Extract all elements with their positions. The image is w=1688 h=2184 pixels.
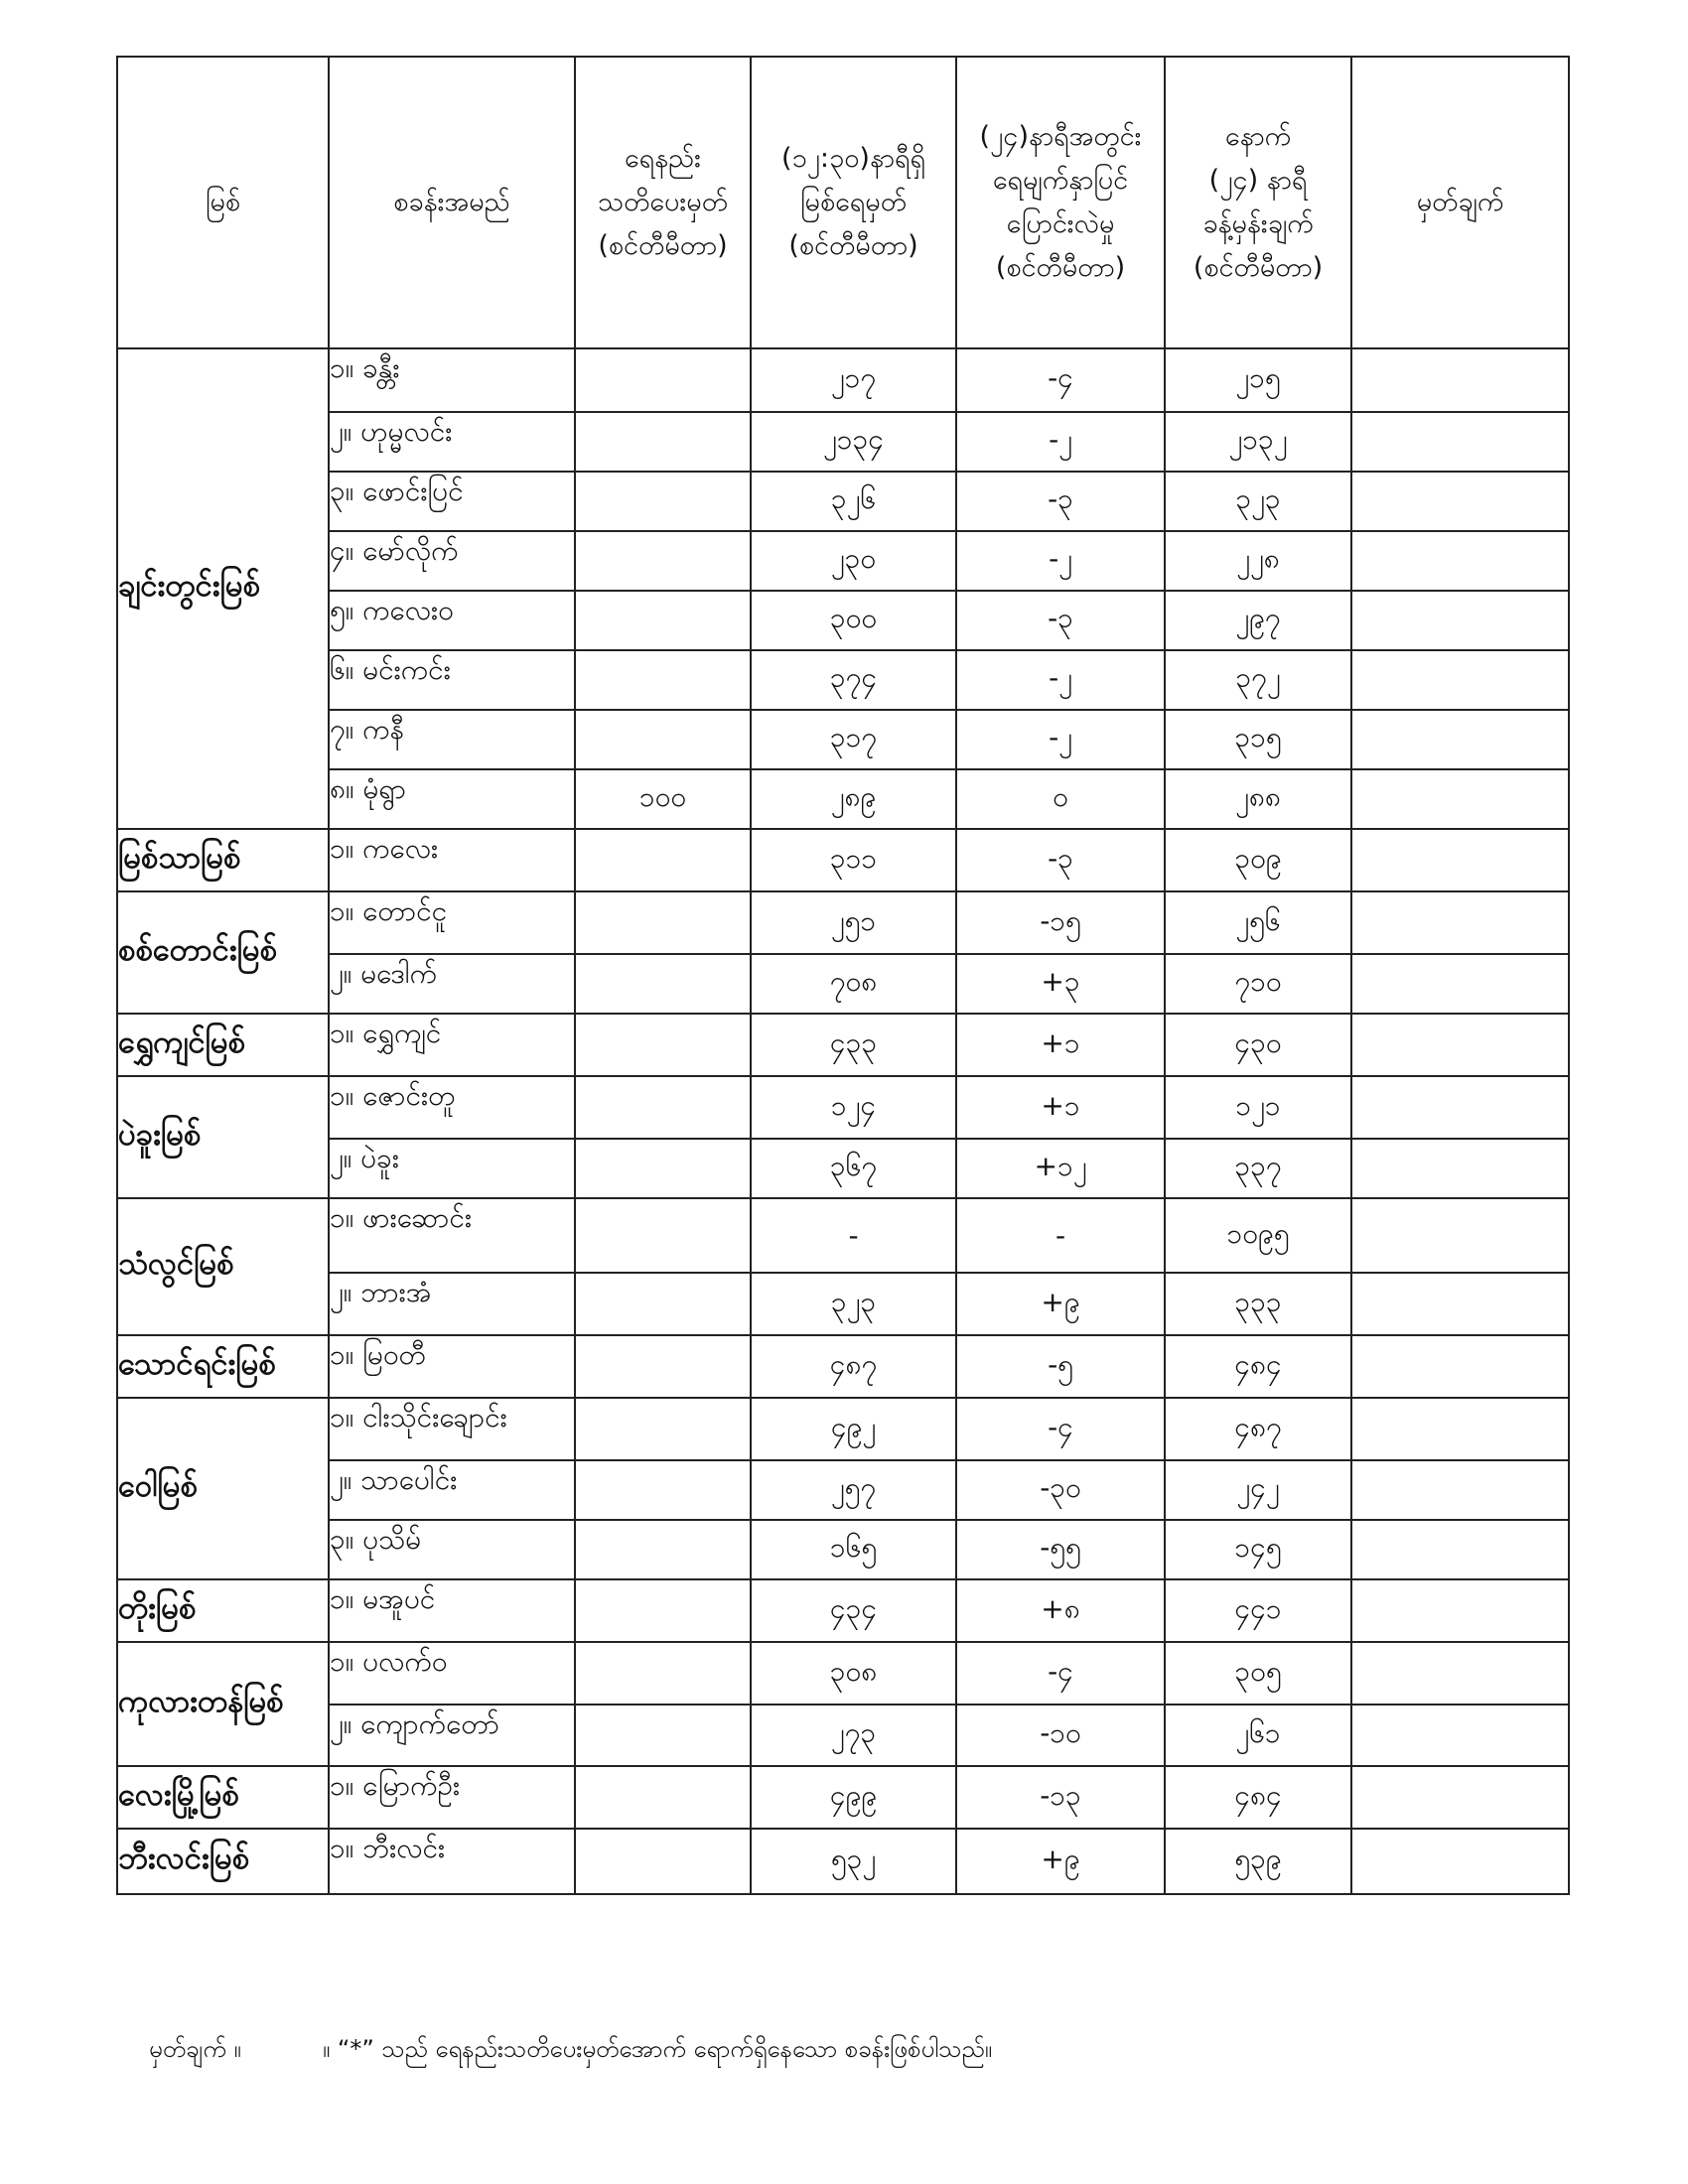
- table-row: [117, 1076, 1569, 1139]
- forecast-value: ၂၆၁: [1165, 1705, 1351, 1766]
- remark-value: [1351, 1273, 1569, 1335]
- level-change-value: -၂: [956, 412, 1165, 472]
- forecast-value: ၃၀၉: [1165, 829, 1351, 891]
- station-name: ၃။ ပုသိမ်: [329, 1520, 575, 1579]
- water-level-value: ၃၁၁: [751, 829, 956, 891]
- river-name: စစ်တောင်းမြစ်: [117, 891, 329, 1014]
- forecast-value: ၄၃၀: [1165, 1014, 1351, 1076]
- low-warning-value: [575, 531, 751, 591]
- level-change-value: -: [956, 1198, 1165, 1273]
- low-warning-value: [575, 829, 751, 891]
- table-row: [117, 650, 1569, 710]
- table-row: [117, 1642, 1569, 1705]
- level-change-value: +၈: [956, 1579, 1165, 1642]
- station-name: ၁။ မြဝတီ: [329, 1335, 575, 1398]
- station-name: ၂။ ကျောက်တော်: [329, 1705, 575, 1766]
- station-name: ၂။ ဘားအံ: [329, 1273, 575, 1335]
- forecast-value: ၅၃၉: [1165, 1829, 1351, 1894]
- level-change-value: +၁: [956, 1076, 1165, 1139]
- station-name: ၁။ ငါးသိုင်းချောင်း: [329, 1398, 575, 1460]
- header-line: (၂၄) နာရီ: [1208, 165, 1308, 196]
- table-row: [117, 1520, 1569, 1579]
- remark-value: [1351, 1460, 1569, 1520]
- station-name: ၁။ ဇောင်းတူ: [329, 1076, 575, 1139]
- station-name: ၃။ ဖောင်းပြင်: [329, 472, 575, 531]
- remark-value: [1351, 1520, 1569, 1579]
- table-row: [117, 1014, 1569, 1076]
- river-name: တိုးမြစ်: [117, 1579, 329, 1642]
- river-name: ကုလားတန်မြစ်: [117, 1642, 329, 1766]
- remark-value: [1351, 1139, 1569, 1198]
- level-change-value: -၂: [956, 531, 1165, 591]
- station-name: ၇။ ကနီ: [329, 710, 575, 769]
- water-level-value: ၄၃၄: [751, 1579, 956, 1642]
- station-name: ၁။ မအူပင်: [329, 1579, 575, 1642]
- header-line: (၁၂:၃၀)နာရီရှိ: [780, 143, 926, 174]
- remark-value: [1351, 829, 1569, 891]
- station-name: ၁။ ဖားဆောင်း: [329, 1198, 575, 1273]
- low-warning-value: [575, 1766, 751, 1829]
- header-water-level: [751, 57, 956, 348]
- station-name: ၁။ မြောက်ဦး: [329, 1766, 575, 1829]
- header-remark: [1351, 57, 1569, 348]
- low-warning-value: [575, 891, 751, 954]
- header-line: မြစ်ရေမှတ်: [799, 187, 908, 217]
- table-row: [117, 829, 1569, 891]
- water-level-value: -: [751, 1198, 956, 1273]
- level-change-value: ၀: [956, 769, 1165, 829]
- level-change-value: -၄: [956, 1642, 1165, 1705]
- level-change-value: -၃: [956, 829, 1165, 891]
- forecast-value: ၃၃၇: [1165, 1139, 1351, 1198]
- remark-value: [1351, 1076, 1569, 1139]
- table-row: [117, 1460, 1569, 1520]
- forecast-value: ၄၄၁: [1165, 1579, 1351, 1642]
- table-row: [117, 1198, 1569, 1273]
- level-change-value: +၁၂: [956, 1139, 1165, 1198]
- level-change-value: -၄: [956, 1398, 1165, 1460]
- station-name: ၅။ ကလေးဝ: [329, 591, 575, 650]
- water-level-value: ၅၃၂: [751, 1829, 956, 1894]
- water-level-value: ၄၈၇: [751, 1335, 956, 1398]
- low-warning-value: [575, 1460, 751, 1520]
- low-warning-value: [575, 1579, 751, 1642]
- station-name: ၁။ ဘီးလင်း: [329, 1829, 575, 1894]
- river-name: သောင်ရင်းမြစ်: [117, 1335, 329, 1398]
- low-warning-value: [575, 412, 751, 472]
- water-level-value: ၄၉၂: [751, 1398, 956, 1460]
- station-name: ၁။ ခန္တီး: [329, 348, 575, 412]
- low-warning-value: [575, 1198, 751, 1273]
- header-line: မြစ်: [205, 187, 241, 217]
- forecast-value: ၂၈၈: [1165, 769, 1351, 829]
- low-warning-value: [575, 1829, 751, 1894]
- water-level-value: ၂၅၇: [751, 1460, 956, 1520]
- remark-value: [1351, 591, 1569, 650]
- forecast-value: ၂၂၈: [1165, 531, 1351, 591]
- low-warning-value: [575, 1642, 751, 1705]
- table-row: [117, 348, 1569, 412]
- remark-value: [1351, 1642, 1569, 1705]
- station-name: ၁။ ကလေး: [329, 829, 575, 891]
- header-line: စခန်းအမည်: [393, 187, 510, 217]
- low-warning-value: [575, 591, 751, 650]
- forecast-value: ၂၄၂: [1165, 1460, 1351, 1520]
- water-level-value: ၃၂၆: [751, 472, 956, 531]
- station-name: ၁။ တောင်ငူ: [329, 891, 575, 954]
- forecast-value: ၂၉၇: [1165, 591, 1351, 650]
- table-row: [117, 1829, 1569, 1894]
- level-change-value: -၅: [956, 1335, 1165, 1398]
- low-warning-value: [575, 472, 751, 531]
- level-change-value: -၁၃: [956, 1766, 1165, 1829]
- table-row: [117, 412, 1569, 472]
- header-line: (၂၄)နာရီအတွင်း: [979, 121, 1142, 152]
- table-body: [117, 348, 1569, 1894]
- water-level-value: ၇၀၈: [751, 954, 956, 1014]
- forecast-value: ၂၁၅: [1165, 348, 1351, 412]
- remark-value: [1351, 954, 1569, 1014]
- header-line: (စင်တီမီတာ): [598, 230, 728, 261]
- footer-text: ။ “*” သည် ရေနည်းသတိပေးမှတ်အောက် ရောက်ရှိနေသော စခန်းဖြစ်ပါသည်။: [323, 2035, 992, 2063]
- low-warning-value: [575, 710, 751, 769]
- header-line: ပြောင်းလဲမှု: [1006, 208, 1115, 239]
- low-warning-value: [575, 1014, 751, 1076]
- river-name: လေးမြို့မြစ်: [117, 1766, 329, 1829]
- remark-value: [1351, 348, 1569, 412]
- remark-value: [1351, 1014, 1569, 1076]
- table-row: [117, 954, 1569, 1014]
- station-name: ၆။ မင်းကင်း: [329, 650, 575, 710]
- water-level-value: ၂၇၃: [751, 1705, 956, 1766]
- low-warning-value: [575, 1273, 751, 1335]
- remark-value: [1351, 650, 1569, 710]
- table-row: [117, 769, 1569, 829]
- header-line: ရေမျက်နှာပြင်: [992, 165, 1129, 196]
- station-name: ၂။ သာပေါင်း: [329, 1460, 575, 1520]
- remark-value: [1351, 1579, 1569, 1642]
- water-level-value: ၃၀၈: [751, 1642, 956, 1705]
- level-change-value: -၂: [956, 710, 1165, 769]
- level-change-value: -၃: [956, 591, 1165, 650]
- water-level-value: ၂၁၇: [751, 348, 956, 412]
- low-warning-value: [575, 650, 751, 710]
- remark-value: [1351, 1766, 1569, 1829]
- table-row: [117, 1335, 1569, 1398]
- forecast-value: ၄၈၄: [1165, 1766, 1351, 1829]
- forecast-value: ၁၂၁: [1165, 1076, 1351, 1139]
- river-name: ပဲခူးမြစ်: [117, 1076, 329, 1198]
- forecast-value: ၂၁၃၂: [1165, 412, 1351, 472]
- river-name: မြစ်သာမြစ်: [117, 829, 329, 891]
- header-line: မှတ်ချက်: [1416, 187, 1504, 217]
- table-row: [117, 531, 1569, 591]
- level-change-value: -၅၅: [956, 1520, 1165, 1579]
- table-row: [117, 1705, 1569, 1766]
- remark-value: [1351, 472, 1569, 531]
- station-name: ၁။ ရွှေကျင်: [329, 1014, 575, 1076]
- footer-label: မှတ်ချက် ။: [149, 2035, 241, 2063]
- low-warning-value: [575, 348, 751, 412]
- water-level-value: ၁၂၄: [751, 1076, 956, 1139]
- remark-value: [1351, 1398, 1569, 1460]
- water-level-value: ၄၃၃: [751, 1014, 956, 1076]
- forecast-value: ၁၀၉၅: [1165, 1198, 1351, 1273]
- table-row: [117, 891, 1569, 954]
- level-change-value: -၄: [956, 348, 1165, 412]
- low-warning-value: ၁၀၀: [575, 769, 751, 829]
- header-line: ခန့်မှန်းချက်: [1202, 208, 1314, 239]
- forecast-value: ၃၂၃: [1165, 472, 1351, 531]
- water-level-value: ၃၁၇: [751, 710, 956, 769]
- header-line: သတိပေးမှတ်: [597, 187, 729, 217]
- footer-note: [149, 2033, 992, 2069]
- remark-value: [1351, 1705, 1569, 1766]
- header-line: (စင်တီမီတာ): [788, 230, 918, 261]
- header-line: နောက်: [1224, 121, 1292, 152]
- water-level-value: ၃၇၄: [751, 650, 956, 710]
- table-row: [117, 472, 1569, 531]
- forecast-value: ၄၈၄: [1165, 1335, 1351, 1398]
- level-change-value: -၁၅: [956, 891, 1165, 954]
- low-warning-value: [575, 1398, 751, 1460]
- header-row: [117, 57, 1569, 348]
- water-level-value: ၃၀၀: [751, 591, 956, 650]
- header-line: (စင်တီမီတာ): [1193, 252, 1324, 283]
- table-row: [117, 1766, 1569, 1829]
- water-level-value: ၁၆၅: [751, 1520, 956, 1579]
- level-change-value: +၉: [956, 1829, 1165, 1894]
- forecast-value: ၃၀၅: [1165, 1642, 1351, 1705]
- header-next-24h-forecast: [1165, 57, 1351, 348]
- remark-value: [1351, 769, 1569, 829]
- river-name: ချင်းတွင်းမြစ်: [117, 348, 329, 829]
- water-level-value: ၂၈၉: [751, 769, 956, 829]
- forecast-value: ၄၈၇: [1165, 1398, 1351, 1460]
- low-warning-value: [575, 1076, 751, 1139]
- river-name: ရွှေကျင်မြစ်: [117, 1014, 329, 1076]
- table-row: [117, 591, 1569, 650]
- remark-value: [1351, 1829, 1569, 1894]
- river-name: သံလွင်မြစ်: [117, 1198, 329, 1335]
- remark-value: [1351, 710, 1569, 769]
- station-name: ၈။ မုံရွာ: [329, 769, 575, 829]
- low-warning-value: [575, 1520, 751, 1579]
- remark-value: [1351, 412, 1569, 472]
- level-change-value: -၃၀: [956, 1460, 1165, 1520]
- low-warning-value: [575, 1335, 751, 1398]
- river-name: ဘီးလင်းမြစ်: [117, 1829, 329, 1894]
- table-row: [117, 710, 1569, 769]
- header-station: [329, 57, 575, 348]
- water-level-value: ၂၁၃၄: [751, 412, 956, 472]
- level-change-value: +၉: [956, 1273, 1165, 1335]
- remark-value: [1351, 891, 1569, 954]
- river-name: ဝေါမြစ်: [117, 1398, 329, 1579]
- remark-value: [1351, 1335, 1569, 1398]
- header-24h-change: [956, 57, 1165, 348]
- table-row: [117, 1139, 1569, 1198]
- forecast-value: ၇၁၀: [1165, 954, 1351, 1014]
- header-low-warning: [575, 57, 751, 348]
- level-change-value: -၃: [956, 472, 1165, 531]
- header-line: (စင်တီမီတာ): [995, 252, 1126, 283]
- water-level-value: ၃၆၇: [751, 1139, 956, 1198]
- level-change-value: +၁: [956, 1014, 1165, 1076]
- water-level-value: ၄၉၉: [751, 1766, 956, 1829]
- remark-value: [1351, 1198, 1569, 1273]
- station-name: ၁။ ပလက်ဝ: [329, 1642, 575, 1705]
- low-warning-value: [575, 954, 751, 1014]
- water-level-value: ၂၃၀: [751, 531, 956, 591]
- level-change-value: -၂: [956, 650, 1165, 710]
- station-name: ၂။ မဒေါက်: [329, 954, 575, 1014]
- header-line: ရေနည်း: [624, 143, 702, 174]
- station-name: ၄။ မော်လိုက်: [329, 531, 575, 591]
- forecast-value: ၃၁၅: [1165, 710, 1351, 769]
- river-level-table: [116, 56, 1570, 1895]
- table-row: [117, 1579, 1569, 1642]
- header-river: [117, 57, 329, 348]
- station-name: ၂။ ဟုမ္မလင်း: [329, 412, 575, 472]
- level-change-value: -၁၀: [956, 1705, 1165, 1766]
- forecast-value: ၃၇၂: [1165, 650, 1351, 710]
- table-row: [117, 1398, 1569, 1460]
- forecast-value: ၃၃၃: [1165, 1273, 1351, 1335]
- water-level-value: ၂၅၁: [751, 891, 956, 954]
- station-name: ၂။ ပဲခူး: [329, 1139, 575, 1198]
- forecast-value: ၁၄၅: [1165, 1520, 1351, 1579]
- low-warning-value: [575, 1139, 751, 1198]
- low-warning-value: [575, 1705, 751, 1766]
- level-change-value: +၃: [956, 954, 1165, 1014]
- forecast-value: ၂၅၆: [1165, 891, 1351, 954]
- water-level-value: ၃၂၃: [751, 1273, 956, 1335]
- table-row: [117, 1273, 1569, 1335]
- remark-value: [1351, 531, 1569, 591]
